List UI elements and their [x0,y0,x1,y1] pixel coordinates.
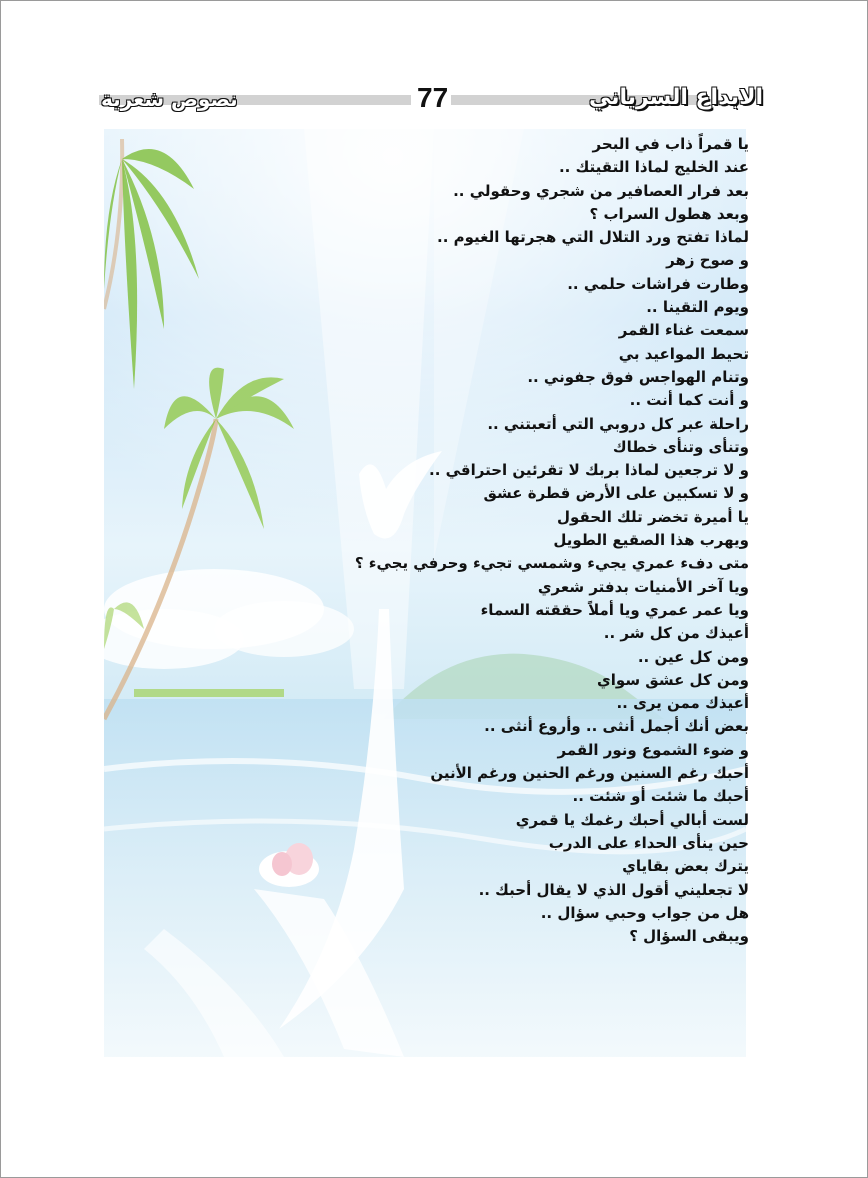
poem-line: ويا عمر عمري ويا أملاً حققته السماء [480,600,749,619]
page-header [99,83,763,113]
magazine-title: الابداع السرياني [588,85,763,110]
poem-line: ويا آخر الأمنيات بدفتر شعري [537,577,749,596]
poem-line: ويهرب هذا الصقيع الطويل [553,531,749,550]
poem-line: لست أبالي أحبك رغمك يا قمري [515,810,749,829]
poem-line: وتنام الهواجس فوق جفوني .. [527,367,749,386]
poem-line: بعض أنك أجمل أنثى .. وأروع أنثى .. [484,717,749,736]
poem-line: أحبك ما شئت أو شئت .. [572,787,749,806]
poem-line: يا أميرة تخضر تلك الحقول [557,507,749,526]
poem-line: ويبقى السؤال ؟ [629,927,749,946]
poem-line: ومن كل عشق سواي [597,670,749,689]
poem-line: وطارت فراشات حلمي .. [567,274,749,293]
poem-line: ومن كل عين .. [637,647,749,666]
poem-line: و أنت كما أنت .. [629,391,749,410]
poem-line: أحبك رغم السنين ورغم الحنين ورغم الأنين [430,764,749,783]
poem-line: لماذا تفتح ورد التلال التي هجرتها الغيوم .. [437,228,749,247]
poem-line: و ضوء الشموع ونور القمر [557,740,749,759]
poem-line: راحلة عبر كل دروبي التي أتعبتني .. [487,414,749,433]
poem-line: تحيط المواعيد بي [618,344,749,363]
poem-line: و لا ترجعين لماذا بربك لا تقرئين احتراقي .. [429,461,749,480]
poem-line: سمعت غناء القمر [618,321,749,340]
poem-line: حين ينأى الحداء على الدرب [548,833,749,852]
poem-line: لا تجعليني أقول الذي لا يقال أحبك .. [478,880,749,899]
poem-line: بعد فرار العصافير من شجري وحقولي .. [453,181,749,200]
page-number: 77 [417,82,449,113]
poem-line: أعيذك من كل شر .. [603,624,749,643]
poem-line: هل من جواب وحبي سؤال .. [540,903,749,922]
poem-line: عند الخليج لماذا التقيتك .. [558,158,749,177]
poem-line: وبعد هطول السراب ؟ [589,204,749,223]
poem-line: و لا تسكبين على الأرض قطرة عشق [483,484,749,503]
poem-text [279,133,749,948]
poem-line: ويوم التقينا .. [646,298,749,317]
section-title: نصوص شعرية [101,87,238,111]
poem-line: وتنأى وتنأى خطاك [612,437,749,456]
poem-line: أعيذك ممن يرى .. [616,694,749,713]
poem-line: و صوح زهر [666,251,749,270]
poem-line: يترك بعض بقاياي [622,857,749,876]
poem-line: يا قمراً ذاب في البحر [592,135,749,153]
poem-line: متى دفء عمري يجيء وشمسي تجيء وحرفي يجيء ؟ [354,554,749,573]
